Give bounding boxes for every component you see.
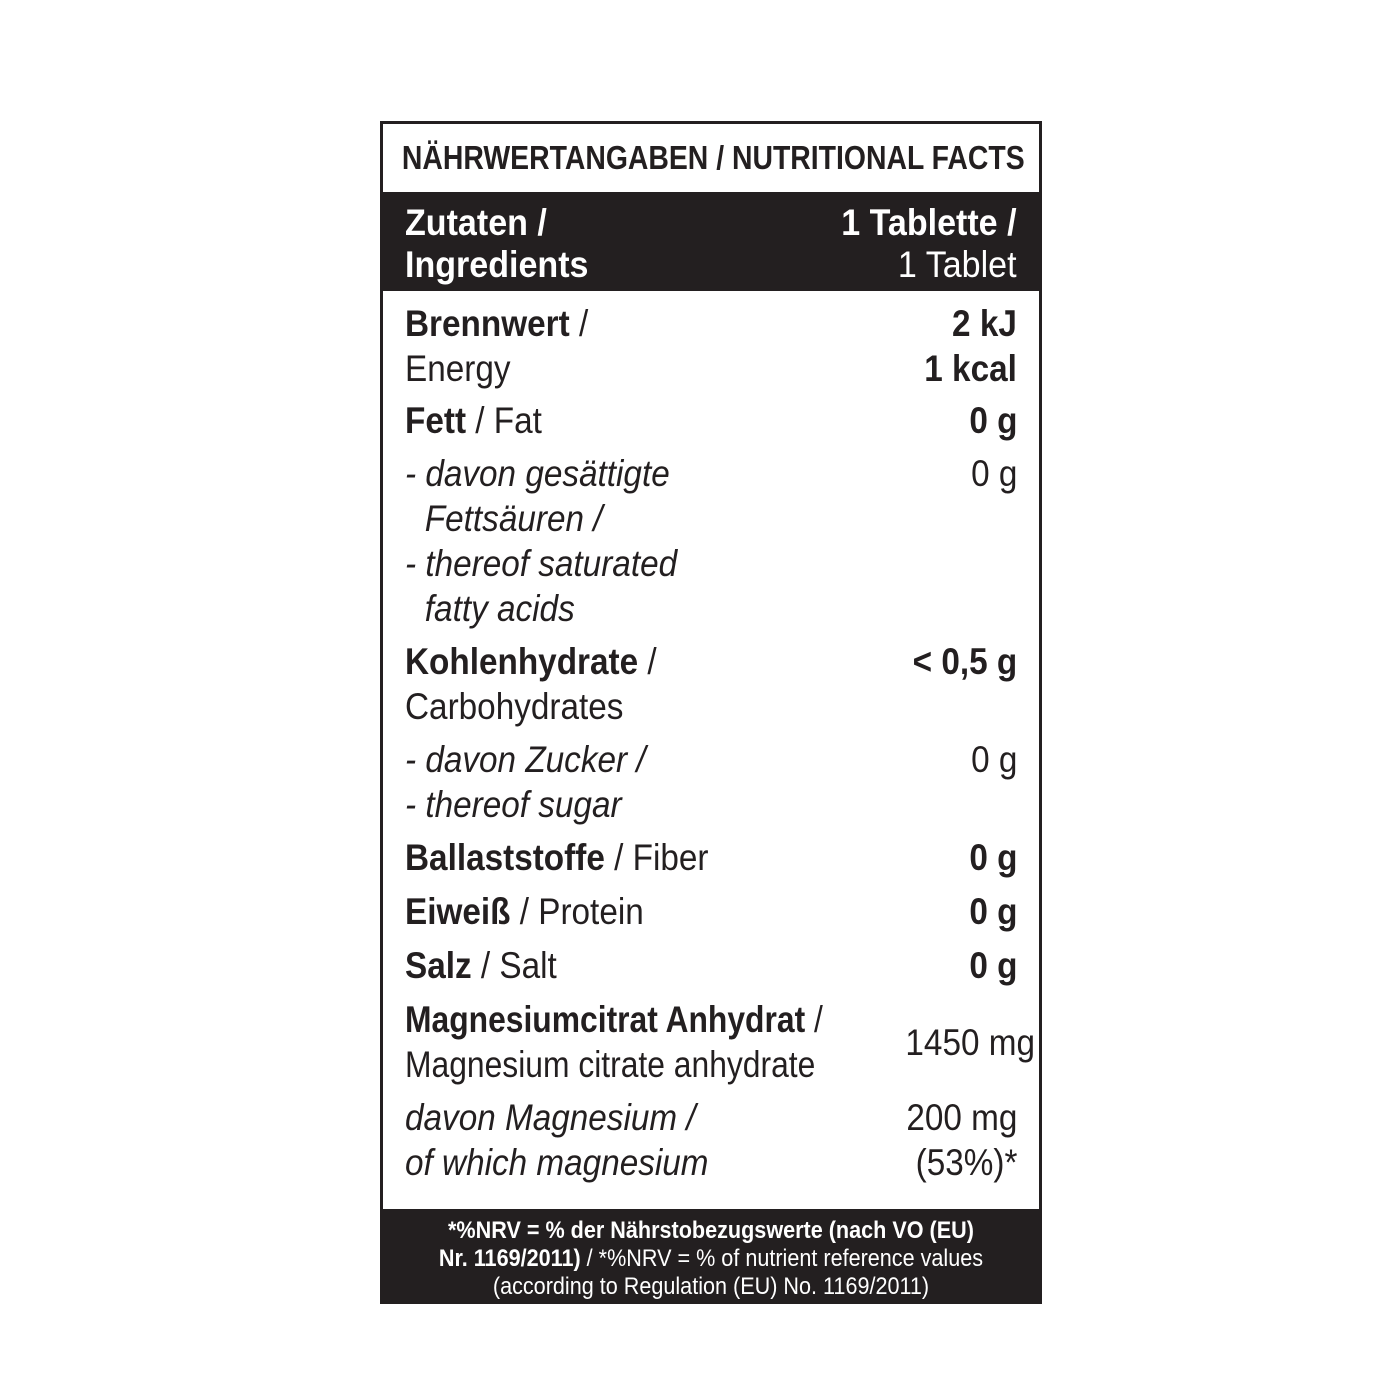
row-salt [405,943,1017,988]
label-title: NÄHRWERTANGABEN / NUTRITIONAL FACTS [401,139,1025,176]
name-en: Energy [405,348,511,389]
name-en: Fat [493,400,542,441]
name-en: Salt [499,945,557,986]
row-energy [405,301,1017,391]
label-line: - davon gesättigte [405,453,670,494]
separator: / [471,945,500,986]
row-label [405,943,557,988]
row-value: < 0,5 g [912,641,1017,682]
header-serving-de: 1 Tablette / [841,202,1017,243]
row-value [906,1095,1017,1185]
footnote-bold: Nr. 1169/2011) [438,1245,581,1272]
row-value: 1450 mg [905,1021,1035,1063]
row-label [405,835,708,880]
row-value: 0 g [968,400,1017,441]
label-line: Fettsäuren / [424,498,603,539]
table-body [383,301,1039,1185]
value-kj: 2 kJ [952,303,1017,344]
header-serving-en: 1 Tablet [898,244,1017,285]
separator: / [510,891,539,932]
footnote-line [416,1245,1006,1273]
label-line: - thereof saturated [405,543,678,584]
label-line: - davon Zucker / [405,739,646,780]
name-en: Magnesium citrate anhydrate [405,1044,816,1085]
separator: / [805,999,823,1040]
row-label [405,997,823,1087]
footnote-text: / *%NRV = % of nutrient reference values [580,1245,984,1272]
row-value: 0 g [968,945,1017,986]
header-ingredients-de: Zutaten / [405,202,547,243]
separator: / [604,837,633,878]
name-en: Protein [538,891,644,932]
value-kcal: 1 kcal [924,348,1017,389]
value-nrv: (53%)* [915,1142,1017,1183]
name-en: Carbohydrates [405,686,624,727]
header-ingredients [405,202,588,291]
row-label [405,737,646,827]
name-de: Brennwert [405,303,570,344]
footnote-line: *%NRV = % der Nährstobezugswerte (nach VO (EU) [448,1217,974,1244]
row-value: 0 g [968,837,1017,878]
row-label [405,451,677,631]
name-de: Salz [405,945,472,986]
value-amount: 200 mg [905,1097,1017,1138]
separator: / [569,303,589,344]
label-line: of which magnesium [405,1142,709,1183]
nrv-footnote [383,1209,1039,1301]
separator: / [466,400,494,441]
name-de: Eiweiß [405,891,511,932]
row-value: 0 g [970,739,1017,780]
row-label [405,889,644,934]
table-header [383,192,1039,291]
row-value: 0 g [970,453,1017,494]
name-en: Fiber [632,837,709,878]
label-line: davon Magnesium / [405,1097,696,1138]
row-label [405,1095,709,1185]
row-carbohydrates [405,639,1017,729]
footnote-line: (according to Regulation (EU) No. 1169/2011) [492,1273,930,1300]
header-ingredients-en: Ingredients [405,244,589,285]
label-line: fatty acids [424,588,575,629]
row-label [405,639,657,729]
row-magnesium-citrate [405,997,1035,1087]
row-label [405,301,588,391]
row-protein [405,889,1017,934]
name-de: Ballaststoffe [405,837,605,878]
separator: / [638,641,657,682]
row-saturated-fat [405,451,1017,631]
nutrition-label [380,121,1042,1304]
row-label [405,398,542,443]
name-de: Magnesiumcitrat Anhydrat [405,999,806,1040]
row-magnesium [405,1095,1017,1185]
row-value: 0 g [968,891,1017,932]
header-serving [842,202,1017,291]
label-line: - thereof sugar [405,784,622,825]
row-value [924,301,1017,391]
name-de: Fett [405,400,467,441]
row-sugar [405,737,1017,827]
name-de: Kohlenhydrate [405,641,639,682]
row-fiber [405,835,1017,880]
row-fat [405,398,1017,443]
